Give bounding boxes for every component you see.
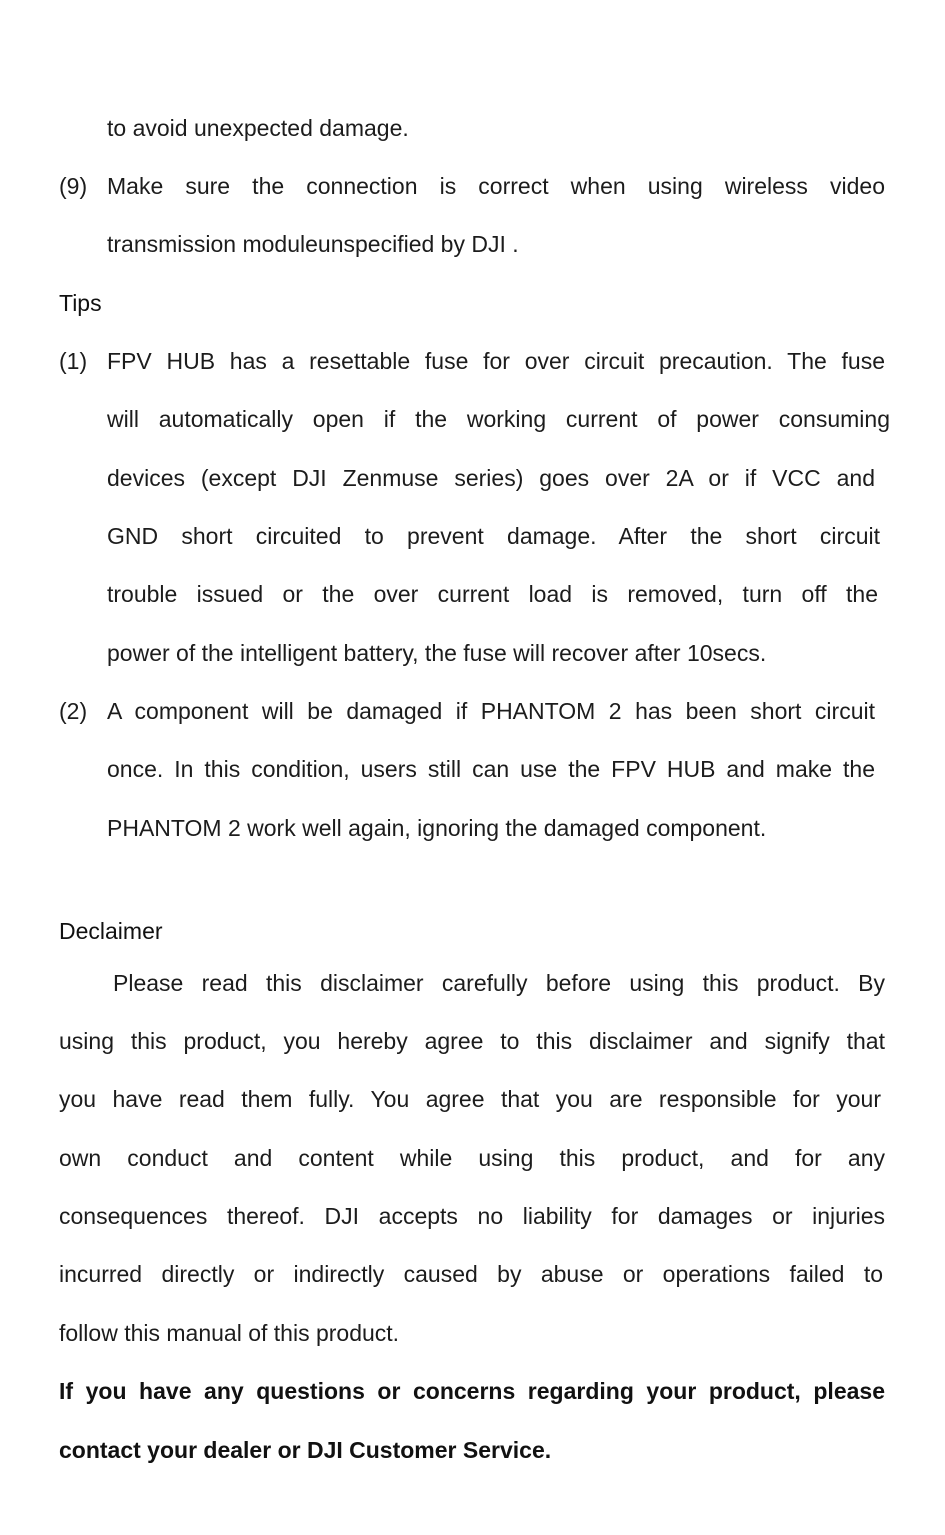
disclaimer-line-2: using this product, you hereby agree to this disclaimer and signify that — [59, 1028, 885, 1054]
tip-2-line-2: once. In this condition, users still can use the FPV HUB and make the — [107, 756, 875, 782]
tip-1-number: (1) — [59, 348, 88, 374]
tip-2-number: (2) — [59, 698, 88, 724]
warning-item-8-continuation: to avoid unexpected damage. — [107, 115, 409, 141]
warning-item-9-line-1: Make sure the connection is correct when using wireless video — [107, 173, 885, 199]
contact-notice-line-2: contact your dealer or DJI Customer Service. — [59, 1437, 552, 1463]
warning-item-9-line-2: transmission moduleunspecified by DJI . — [107, 231, 519, 257]
tip-1-line-1: FPV HUB has a resettable fuse for over circuit precaution. The fuse — [107, 348, 885, 374]
tip-1-line-6: power of the intelligent battery, the fuse will recover after 10secs. — [107, 640, 767, 666]
disclaimer-line-7: follow this manual of this product. — [59, 1320, 400, 1346]
disclaimer-heading: Declaimer — [59, 918, 163, 944]
tip-1-line-5: trouble issued or the over current load is removed, turn off the — [107, 581, 878, 607]
disclaimer-line-3: you have read them fully. You agree that you are responsible for your — [59, 1086, 881, 1112]
disclaimer-line-4: own conduct and content while using this product, and for any — [59, 1145, 885, 1171]
tip-1-line-4: GND short circuited to prevent damage. After the short circuit — [107, 523, 880, 549]
warning-item-9-number: (9) — [59, 173, 88, 199]
disclaimer-line-1: Please read this disclaimer carefully before using this product. By — [113, 970, 885, 996]
contact-notice-line-1: If you have any questions or concerns regarding your product, please — [59, 1378, 885, 1404]
disclaimer-line-5: consequences thereof. DJI accepts no liability for damages or injuries — [59, 1203, 885, 1229]
tip-2-line-1: A component will be damaged if PHANTOM 2 has been short circuit — [107, 698, 875, 724]
tip-2-line-3: PHANTOM 2 work well again, ignoring the damaged component. — [107, 815, 767, 841]
disclaimer-line-6: incurred directly or indirectly caused by abuse or operations failed to — [59, 1261, 883, 1287]
tip-1-line-2: will automatically open if the working current of power consuming — [107, 406, 890, 432]
tips-heading: Tips — [59, 290, 102, 316]
tip-1-line-3: devices (except DJI Zenmuse series) goes over 2A or if VCC and — [107, 465, 875, 491]
